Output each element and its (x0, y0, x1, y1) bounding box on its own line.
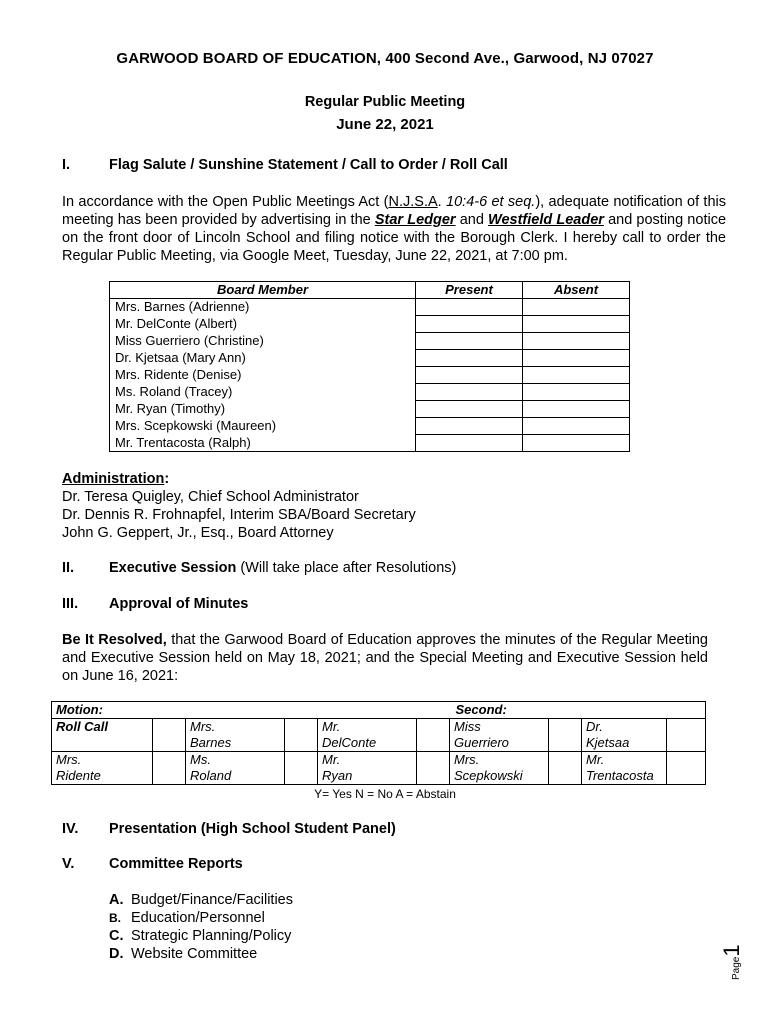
section-1-number: I. (62, 157, 71, 173)
present-cell (416, 418, 523, 435)
absent-cell (523, 367, 630, 384)
section-5-title: Committee Reports (109, 856, 243, 872)
table-row (110, 435, 630, 452)
vote-cell (285, 719, 318, 752)
present-cell (416, 401, 523, 418)
present-header: Present (416, 282, 523, 299)
document-header: GARWOOD BOARD OF EDUCATION, 400 Second Ave., Garwood, NJ 07027 (116, 50, 654, 67)
present-cell (416, 435, 523, 452)
committee-list (109, 891, 293, 963)
voter-name: Miss Guerriero (450, 719, 549, 752)
absent-cell (523, 384, 630, 401)
absent-cell (523, 299, 630, 316)
minutes-resolution: Be It Resolved, that the Garwood Board of Education approves the minutes of the Regular Meeting and Executive Session held on May 18, 2021; and the Special Meeting and Executive Session held on June 16, 2021: (62, 632, 708, 684)
second-label: Second: (450, 702, 706, 719)
member-name: Mr. Ryan (Timothy) (110, 401, 416, 418)
section-1-title: Flag Salute / Sunshine Statement / Call to Order / Roll Call (109, 157, 508, 173)
page-number: 1 (719, 944, 744, 957)
present-cell (416, 384, 523, 401)
vote-cell (417, 752, 450, 785)
present-cell (416, 316, 523, 333)
vote-cell (417, 719, 450, 752)
absent-cell (523, 435, 630, 452)
present-cell (416, 333, 523, 350)
table-row (110, 418, 630, 435)
absent-header: Absent (523, 282, 630, 299)
absent-cell (523, 418, 630, 435)
table-row (110, 401, 630, 418)
motion-label: Motion: (52, 702, 450, 719)
section-2-heading (109, 560, 456, 577)
present-cell (416, 299, 523, 316)
vote-legend: Y= Yes N = No A = Abstain (314, 787, 456, 801)
member-name: Mr. Trentacosta (Ralph) (110, 435, 416, 452)
voter-name: Mr. Ryan (318, 752, 417, 785)
page-number-footer (719, 930, 763, 980)
member-name: Miss Guerriero (Christine) (110, 333, 416, 350)
member-name: Mrs. Barnes (Adrienne) (110, 299, 416, 316)
list-item: B. Education/Personnel (109, 910, 265, 926)
vote-cell (549, 752, 582, 785)
table-row (110, 350, 630, 367)
administration-block (62, 470, 416, 542)
table-row (110, 316, 630, 333)
table-row (110, 299, 630, 316)
vote-cell (153, 719, 186, 752)
absent-cell (523, 401, 630, 418)
vote-row-1 (52, 719, 706, 752)
absent-cell (523, 333, 630, 350)
member-name: Mrs. Scepkowski (Maureen) (110, 418, 416, 435)
member-name: Mrs. Ridente (Denise) (110, 367, 416, 384)
admin-person: John G. Geppert, Jr., Esq., Board Attorney (62, 525, 334, 541)
meeting-date: June 22, 2021 (336, 116, 434, 133)
page-label: Page (731, 956, 742, 980)
roll-call-header-row (110, 282, 630, 299)
administration-heading: Administration: (62, 471, 170, 487)
voter-name: Mrs. Ridente (52, 752, 153, 785)
section-2-title: Executive Session (109, 560, 237, 576)
vote-cell (667, 752, 706, 785)
admin-person: Dr. Dennis R. Frohnapfel, Interim SBA/Board Secretary (62, 507, 416, 523)
vote-cell (153, 752, 186, 785)
section-3-title: Approval of Minutes (109, 596, 249, 612)
section-4-title: Presentation (High School Student Panel) (109, 821, 396, 837)
table-row (110, 333, 630, 350)
absent-cell (523, 350, 630, 367)
vote-cell (667, 719, 706, 752)
vote-table (51, 701, 706, 785)
roll-call-table (109, 281, 630, 452)
list-item: D. Website Committee (109, 946, 258, 962)
present-cell (416, 367, 523, 384)
voter-name: Mrs. Barnes (186, 719, 285, 752)
voter-name: Dr. Kjetsaa (582, 719, 667, 752)
voter-name: Mr. Trentacosta (582, 752, 667, 785)
member-name: Dr. Kjetsaa (Mary Ann) (110, 350, 416, 367)
section-4-number: IV. (62, 821, 79, 837)
present-cell (416, 350, 523, 367)
sunshine-statement: In accordance with the Open Public Meetings Act (N.J.S.A. 10:4-6 et seq.), adequate notification of this meeting has been provided by advertising in the Star Ledger and Westfield Leader and posting notice on the front door of Lincoln School and filing notice with the Borough Clerk. I hereby call to order the Regular Public Meeting, via Google Meet, Tuesday, June 22, 2021, at 7:00 pm. (62, 194, 727, 264)
member-name: Ms. Roland (Tracey) (110, 384, 416, 401)
member-name: Mr. DelConte (Albert) (110, 316, 416, 333)
table-row (110, 367, 630, 384)
vote-cell (285, 752, 318, 785)
voter-name: Ms. Roland (186, 752, 285, 785)
section-5-number: V. (62, 856, 75, 872)
list-item: A. Budget/Finance/Facilities (109, 892, 293, 908)
board-member-header: Board Member (110, 282, 416, 299)
vote-cell (549, 719, 582, 752)
meeting-title: Regular Public Meeting (304, 94, 466, 110)
motion-row (52, 702, 706, 719)
vote-row-2 (52, 752, 706, 785)
admin-person: Dr. Teresa Quigley, Chief School Administrator (62, 489, 359, 505)
voter-name: Mrs. Scepkowski (450, 752, 549, 785)
section-3-number: III. (62, 596, 79, 612)
absent-cell (523, 316, 630, 333)
list-item: C. Strategic Planning/Policy (109, 928, 292, 944)
section-2-note: (Will take place after Resolutions) (236, 560, 457, 576)
section-2-number: II. (62, 560, 75, 576)
roll-call-label: Roll Call (52, 719, 153, 752)
voter-name: Mr. DelConte (318, 719, 417, 752)
table-row (110, 384, 630, 401)
